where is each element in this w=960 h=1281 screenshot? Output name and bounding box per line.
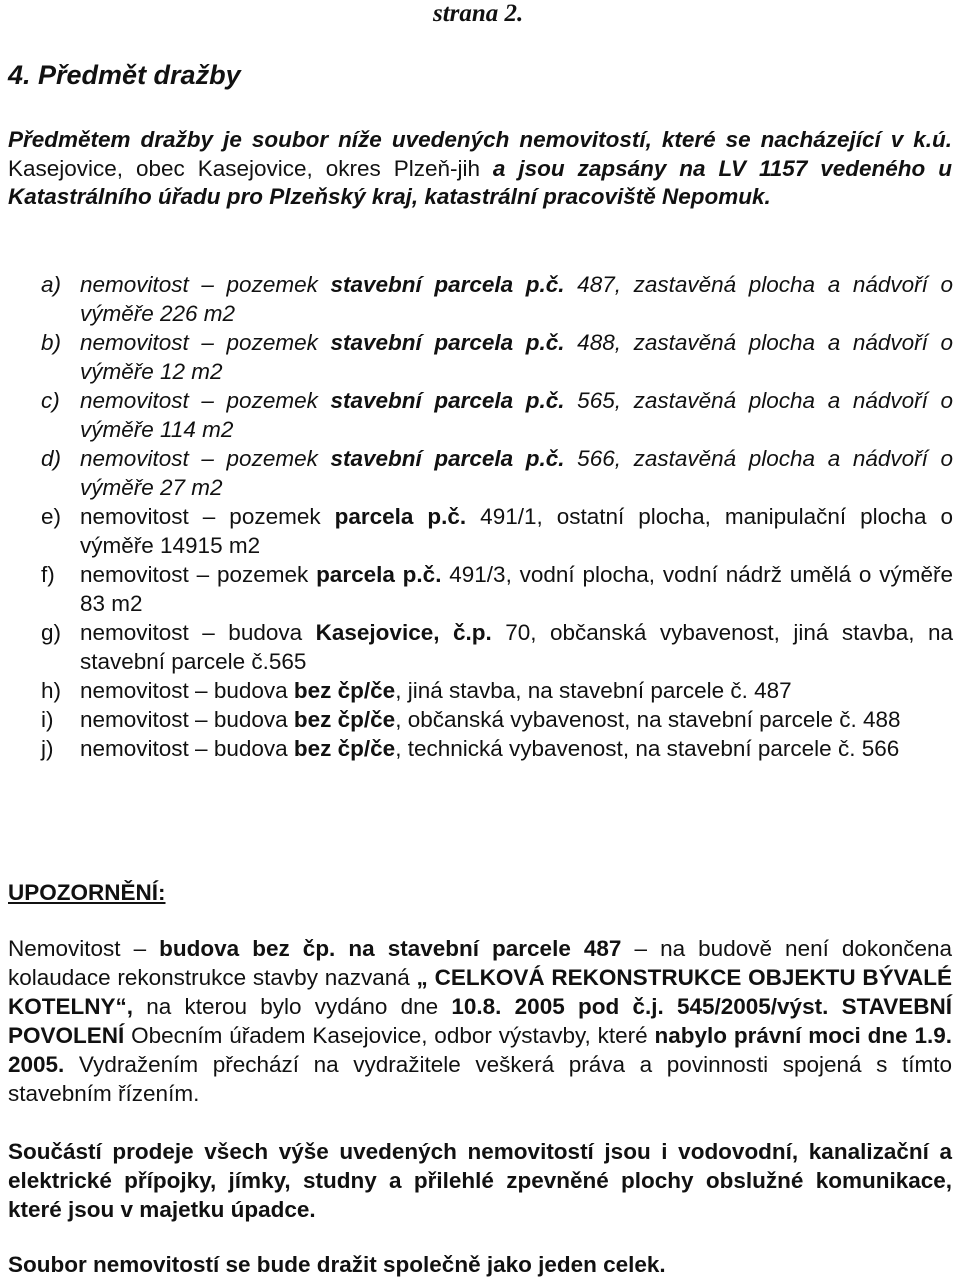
- warning-title: UPOZORNĚNÍ:: [8, 880, 166, 905]
- warning-text: – na budově není dokončena kolaudace rekonstrukce stavby nazvaná: [8, 936, 952, 990]
- item-text: nemovitost – pozemek: [80, 504, 335, 529]
- item-text: , občanská vybavenost, na stavební parcele č. 488: [395, 707, 901, 732]
- item-bold-text: bez čp/če: [293, 678, 396, 703]
- item-bold-text: Kasejovice, č.p.: [315, 620, 492, 645]
- intro-text-b: Kasejovice, obec Kasejovice, okres Plzeň-jih: [8, 155, 493, 181]
- note-paragraph: Součástí prodeje všech výše uvedených nemovitostí jsou i vodovodní, kanalizační a elektrické přípojky, jímky, studny a přilehlé zpevněné plochy obslužné komunikace, které jsou v majetku úpadce.: [8, 1139, 952, 1222]
- item-text: , technická vybavenost, na stavební parcele č. 566: [395, 736, 900, 761]
- item-text: 491/3, vodní plocha, vodní nádrž umělá o výměře 83 m2: [80, 562, 953, 616]
- item-text: 70, občanská vybavenost, jiná stavba, na stavební parcele č.565: [80, 620, 953, 674]
- list-marker: i): [41, 707, 54, 732]
- warning-bold-text: nabylo právní moci dne 1.9. 2005.: [8, 1023, 952, 1077]
- intro-paragraph: [8, 126, 952, 212]
- item-text: nemovitost – budova: [80, 678, 294, 703]
- item-text: nemovitost – pozemek: [80, 562, 317, 587]
- item-bold-text: stavební parcela p.č.: [330, 446, 565, 471]
- list-item: [41, 618, 953, 676]
- item-bold-text: stavební parcela p.č.: [330, 388, 565, 413]
- list-item: [41, 676, 953, 705]
- list-marker: g): [41, 620, 62, 645]
- list-marker: e): [41, 504, 62, 529]
- item-bold-text: parcela p.č.: [316, 562, 442, 587]
- intro-text-a: Předmětem dražby je soubor níže uvedených nemovitostí, které se nacházející v k.ú.: [8, 127, 952, 152]
- warning-bold-text: „ CELKOVÁ REKONSTRUKCE OBJEKTU BÝVALÉ KOTELNY“,: [8, 965, 952, 1019]
- section-heading: 4. Předmět dražby: [8, 60, 241, 90]
- list-item: [41, 270, 953, 328]
- item-bold-text: stavební parcela p.č.: [330, 272, 565, 297]
- warning-paragraph: [8, 934, 952, 1108]
- warning-bold-text: budova bez čp. na stavební parcele 487: [159, 936, 622, 961]
- item-text: 487, zastavěná plocha a nádvoří o výměře 226 m2: [80, 272, 953, 326]
- page-number: strana 2.: [433, 0, 524, 27]
- list-marker: c): [41, 388, 60, 413]
- item-text: 491/1, ostatní plocha, manipulační plocha o výměře 14915 m2: [80, 504, 953, 558]
- list-item: [41, 386, 953, 444]
- list-marker: b): [41, 330, 62, 355]
- warning-text: na kterou bylo vydáno dne: [133, 994, 452, 1019]
- item-bold-text: stavební parcela p.č.: [330, 330, 565, 355]
- list-marker: a): [41, 272, 62, 297]
- list-item: [41, 734, 953, 763]
- list-item: [41, 502, 953, 560]
- item-text: 488, zastavěná plocha a nádvoří o výměře 12 m2: [80, 330, 953, 384]
- item-text: 566, zastavěná plocha a nádvoří o výměře 27 m2: [80, 446, 953, 500]
- warning-text: Obecním úřadem Kasejovice, odbor výstavby, které: [124, 1023, 655, 1048]
- list-item: [41, 560, 953, 618]
- item-bold-text: bez čp/če: [293, 707, 396, 732]
- final-paragraph: Soubor nemovitostí se bude dražit společně jako jeden celek.: [8, 1252, 666, 1277]
- item-text: nemovitost – budova: [80, 736, 294, 761]
- item-bold-text: parcela p.č.: [334, 504, 467, 529]
- item-text: nemovitost – budova: [80, 707, 294, 732]
- property-list: [41, 270, 953, 763]
- item-text: nemovitost – budova: [80, 620, 316, 645]
- list-marker: d): [41, 446, 62, 471]
- list-item: [41, 328, 953, 386]
- item-bold-text: bez čp/če: [293, 736, 396, 761]
- list-marker: j): [41, 736, 54, 761]
- warning-text: Nemovitost –: [8, 936, 160, 961]
- warning-bold-text: 10.8. 2005 pod č.j. 545/2005/výst. STAVEBNÍ POVOLENÍ: [8, 994, 952, 1048]
- list-item: [41, 705, 953, 734]
- item-text: nemovitost – pozemek: [80, 330, 331, 355]
- list-item: [41, 444, 953, 502]
- item-text: nemovitost – pozemek: [80, 388, 331, 413]
- item-text: nemovitost – pozemek: [80, 272, 331, 297]
- warning-text: Vydražením přechází na vydražitele veškerá práva a povinnosti spojená s tímto stavebním řízením.: [8, 1052, 952, 1106]
- item-text: nemovitost – pozemek: [80, 446, 331, 471]
- item-text: , jiná stavba, na stavební parcele č. 487: [395, 678, 792, 703]
- list-marker: f): [41, 562, 55, 587]
- item-text: 565, zastavěná plocha a nádvoří o výměře 114 m2: [80, 388, 953, 442]
- list-marker: h): [41, 678, 62, 703]
- intro-text-c: a jsou zapsány na LV 1157 vedeného u Katastrálního úřadu pro Plzeňský kraj, katastrální pracoviště Nepomuk.: [8, 155, 952, 209]
